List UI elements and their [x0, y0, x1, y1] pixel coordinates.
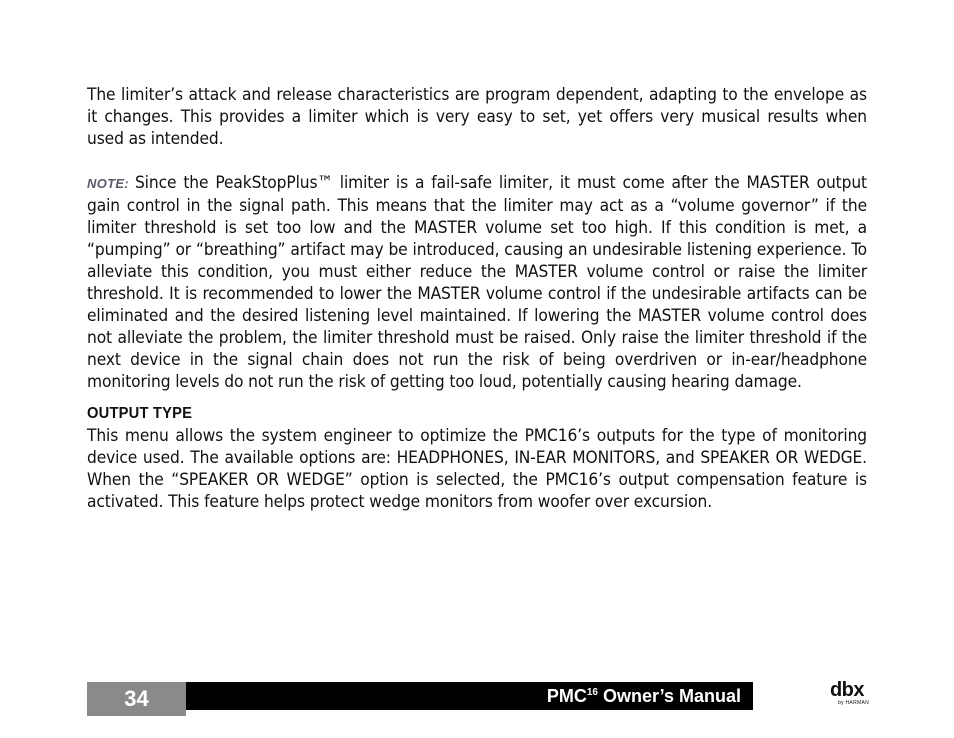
footer-bar [186, 682, 753, 710]
page-content [87, 84, 867, 513]
logo-wordmark: dbx [829, 679, 865, 701]
body-paragraph: The limiter’s attack and release characteristics are program dependent, adapting to the envelope as it changes. This provides a limiter which is very easy to set, yet offers very musical results when used as intended. [87, 85, 867, 149]
manual-title-suffix: Owner’s Manual [597, 685, 741, 706]
logo-byline: by HARMAN [837, 700, 869, 706]
dbx-logo [822, 680, 872, 712]
manual-title [547, 686, 741, 707]
note-label: NOTE: [87, 176, 129, 191]
manual-title-superscript: 16 [586, 686, 598, 698]
note-text: Since the PeakStopPlus™ limiter is a fail-safe limiter, it must come after the MASTER output gain control in the signal path. This means that the limiter may act as a “volume governor” if the limiter threshold is set too low and the MASTER volume set too high. If this condition is met, a “pumping” or “breathing” artifact may be introduced, causing an undesirable listening experience. To alleviate this condition, you must either reduce the MASTER volume control or raise the limiter threshold. It is recommended to lower the MASTER volume control if the undesirable artifacts can be eliminated and the desired listening level maintained. If lowering the MASTER volume control does not alleviate the problem, the limiter threshold must be raised. Only raise the limiter threshold if the next device in the signal chain does not run the risk of being overdriven or in-ear/headphone monitoring levels do not run the risk of getting too loud, potentially causing hearing damage. [87, 173, 867, 392]
note-paragraph [87, 172, 867, 393]
section-paragraph: This menu allows the system engineer to optimize the PMC16’s outputs for the type of monitoring device used. The available options are: HEADPHONES, IN-EAR MONITORS, and SPEAKER OR WEDGE. When the “SPEAKER OR WEDGE” option is selected, the PMC16’s output compensation feature is activated. This feature helps protect wedge monitors from woofer over excursion. [87, 426, 867, 512]
page-number-box [87, 682, 186, 716]
manual-title-prefix: PMC [546, 685, 587, 706]
section-heading-output-type: OUTPUT TYPE [87, 405, 193, 422]
page-number: 34 [124, 686, 149, 711]
